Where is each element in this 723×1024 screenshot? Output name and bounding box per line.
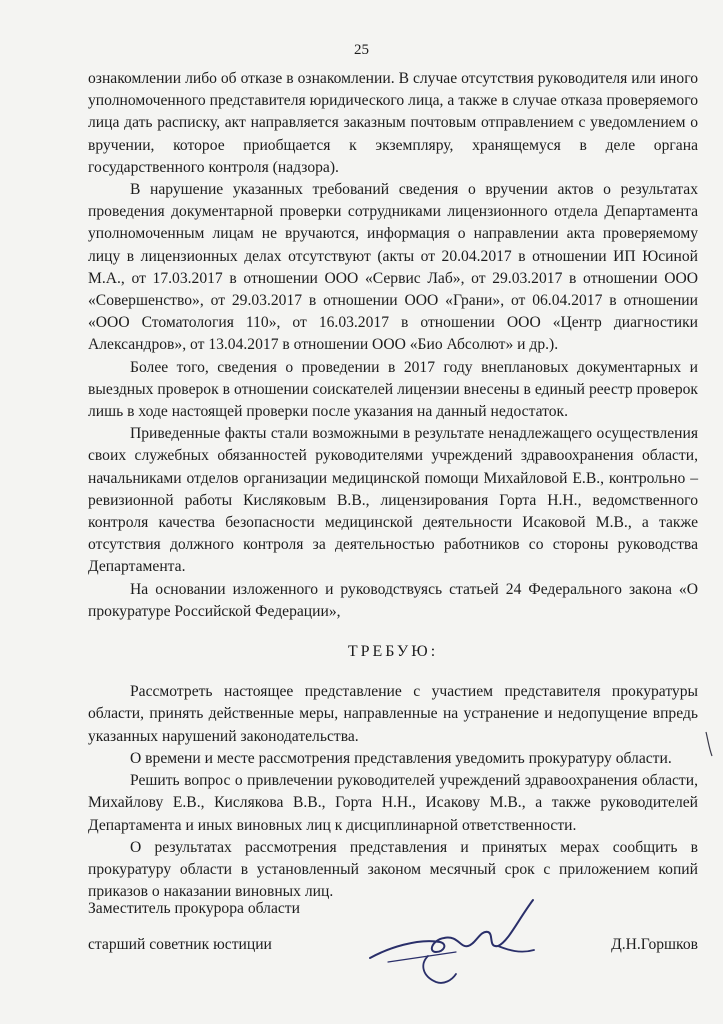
paragraph-2: В нарушение указанных требований сведения о вручении актов о результатах проведения документарной проверки сотрудниками лицензионного отдела Департамента уполномоченным лицам не вручаются, информация о направлении акта проверяемому лицу в лицензионных делах отсутствуют (акты от 20.04.2017 в отношении ИП Юсиной М.А., от 17.03.2017 в отношении ООО «Сервис Лаб», от 29.03.2017 в отношении ООО «Совершенство», от 29.03.2017 в отношении ООО «Грани», от 06.04.2017 в отношении «ООО Стоматология 110», от 16.03.2017 в отношении ООО «Центр диагностики Александров», от 13.04.2017 в отношении ООО «Био Абсолют» и др.). xyxy=(88,181,698,354)
paragraph-5: На основании изложенного и руководствуясь статьей 24 Федерального закона «О прокуратуре Российской Федерации», xyxy=(88,580,698,620)
signatory-rank: старший советник юстиции xyxy=(88,936,272,953)
signatory-name: Д.Н.Горшков xyxy=(611,936,698,953)
document-body xyxy=(88,68,698,903)
demand-2: О времени и месте рассмотрения представления уведомить прокуратуру области. xyxy=(130,749,672,767)
demand-1: Рассмотреть настоящее представление с участием представителя прокуратуры области, принять действенные меры, направленные на устранение и недопущение впредь указанных нарушений законодательства. xyxy=(88,683,698,745)
demands-heading: ТРЕБУЮ: xyxy=(347,643,439,661)
signatory-position: Заместитель прокурора области xyxy=(88,900,300,917)
page-number: 25 xyxy=(354,42,369,58)
demand-4: О результатах рассмотрения представления и принятых мерах сообщить в прокуратуру области в установленный законом месячный срок с приложением копий приказов о наказании виновных лиц. xyxy=(88,838,698,901)
margin-pen-mark xyxy=(704,730,716,760)
paragraph-4: Приведенные факты стали возможными в результате ненадлежащего осуществления своих служебных обязанностей руководителями учреждений здравоохранения области, начальниками отделов организации медицинской помощи Михайловой Е.В., контрольно – ревизионной работы Кисляковым В.В., лицензирования Горта Н.Н., ведомственного контроля качества безопасности медицинской деятельности Исаковой М.В., а также отсутствия должного контроля за деятельностью работников со стороны руководства Департамента. xyxy=(88,425,698,576)
handwritten-signature xyxy=(348,890,548,990)
paragraph-1: ознакомлении либо об отказе в ознакомлении. В случае отсутствия руководителя или иного уполномоченного представителя юридического лица, а также в случае отказа проверяемого лица дать расписку, акт направляется заказным почтовым отправлением с уведомлением о вручении, которое приобщается к экземпляру, хранящемуся в деле органа государственного контроля (надзора). xyxy=(88,70,698,176)
demand-3: Решить вопрос о привлечении руководителей учреждений здравоохранения области, Михайлову Е.В., Кислякова В.В., Горта Н.Н., Исакову М.В., а также руководителей Департамента и иных виновных лиц к дисциплинарной ответственности. xyxy=(88,772,698,834)
paragraph-3: Более того, сведения о проведении в 2017 году внеплановых документарных и выездных проверок в отношении соискателей лицензии внесены в единый реестр проверок лишь в ходе настоящей проверки после указания на данный недостаток. xyxy=(88,358,698,421)
